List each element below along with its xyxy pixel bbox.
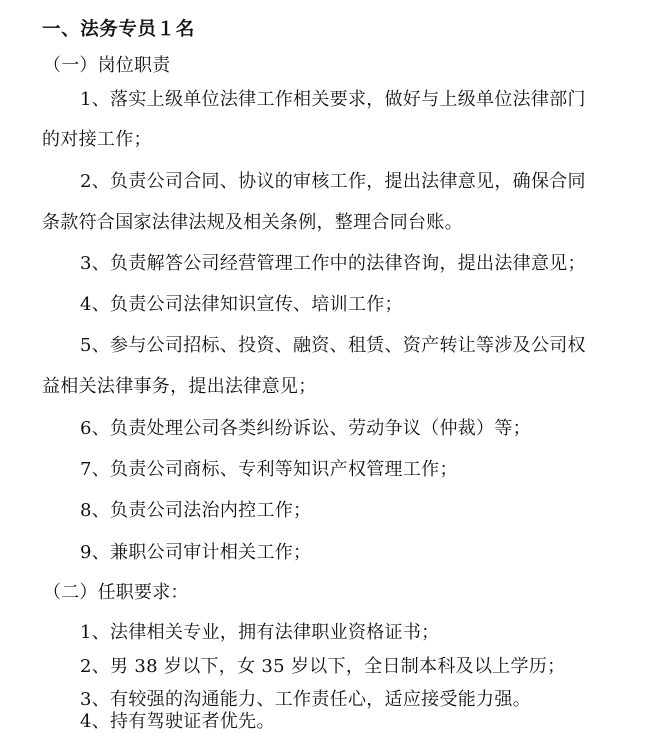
- duty-item-2-line-2: 条款符合国家法律法规及相关条例，整理合同台账。: [42, 212, 463, 233]
- duty-item-6: 6、负责处理公司各类纠纷诉讼、劳动争议（仲裁）等；: [80, 418, 531, 439]
- duty-item-3: 3、负责解答公司经营管理工作中的法律咨询，提出法律意见；: [80, 253, 586, 274]
- section-heading-requirements: （二）任职要求：: [43, 582, 189, 603]
- requirement-item-2: 2、男 38 岁以下，女 35 岁以下，全日制本科及以上学历；: [80, 656, 566, 677]
- duty-item-2-line-1: 2、负责公司合同、协议的审核工作，提出法律意见，确保合同: [80, 171, 586, 192]
- duty-item-8: 8、负责公司法治内控工作；: [80, 500, 312, 521]
- duty-item-4: 4、负责公司法律知识宣传、培训工作；: [80, 294, 403, 315]
- document-title: 一、法务专员１名: [42, 19, 195, 40]
- requirement-item-1: 1、法律相关专业，拥有法律职业资格证书；: [80, 622, 440, 643]
- duty-item-5-line-2: 益相关法律事务，提出法律意见；: [42, 376, 317, 397]
- duty-item-5-line-1: 5、参与公司招标、投资、融资、租赁、资产转让等涉及公司权: [80, 335, 586, 356]
- duty-item-1-line-1: 1、落实上级单位法律工作相关要求，做好与上级单位法律部门: [80, 89, 586, 110]
- requirement-item-4: 4、持有驾驶证者优先。: [80, 711, 275, 732]
- requirement-item-3: 3、有较强的沟通能力、工作责任心，适应接受能力强。: [80, 689, 531, 710]
- duty-item-7: 7、负责公司商标、专利等知识产权管理工作；: [80, 459, 458, 480]
- duty-item-1-line-2: 的对接工作；: [42, 129, 152, 150]
- duty-item-9: 9、兼职公司审计相关工作；: [80, 542, 312, 563]
- section-heading-duties: （一）岗位职责: [43, 55, 171, 76]
